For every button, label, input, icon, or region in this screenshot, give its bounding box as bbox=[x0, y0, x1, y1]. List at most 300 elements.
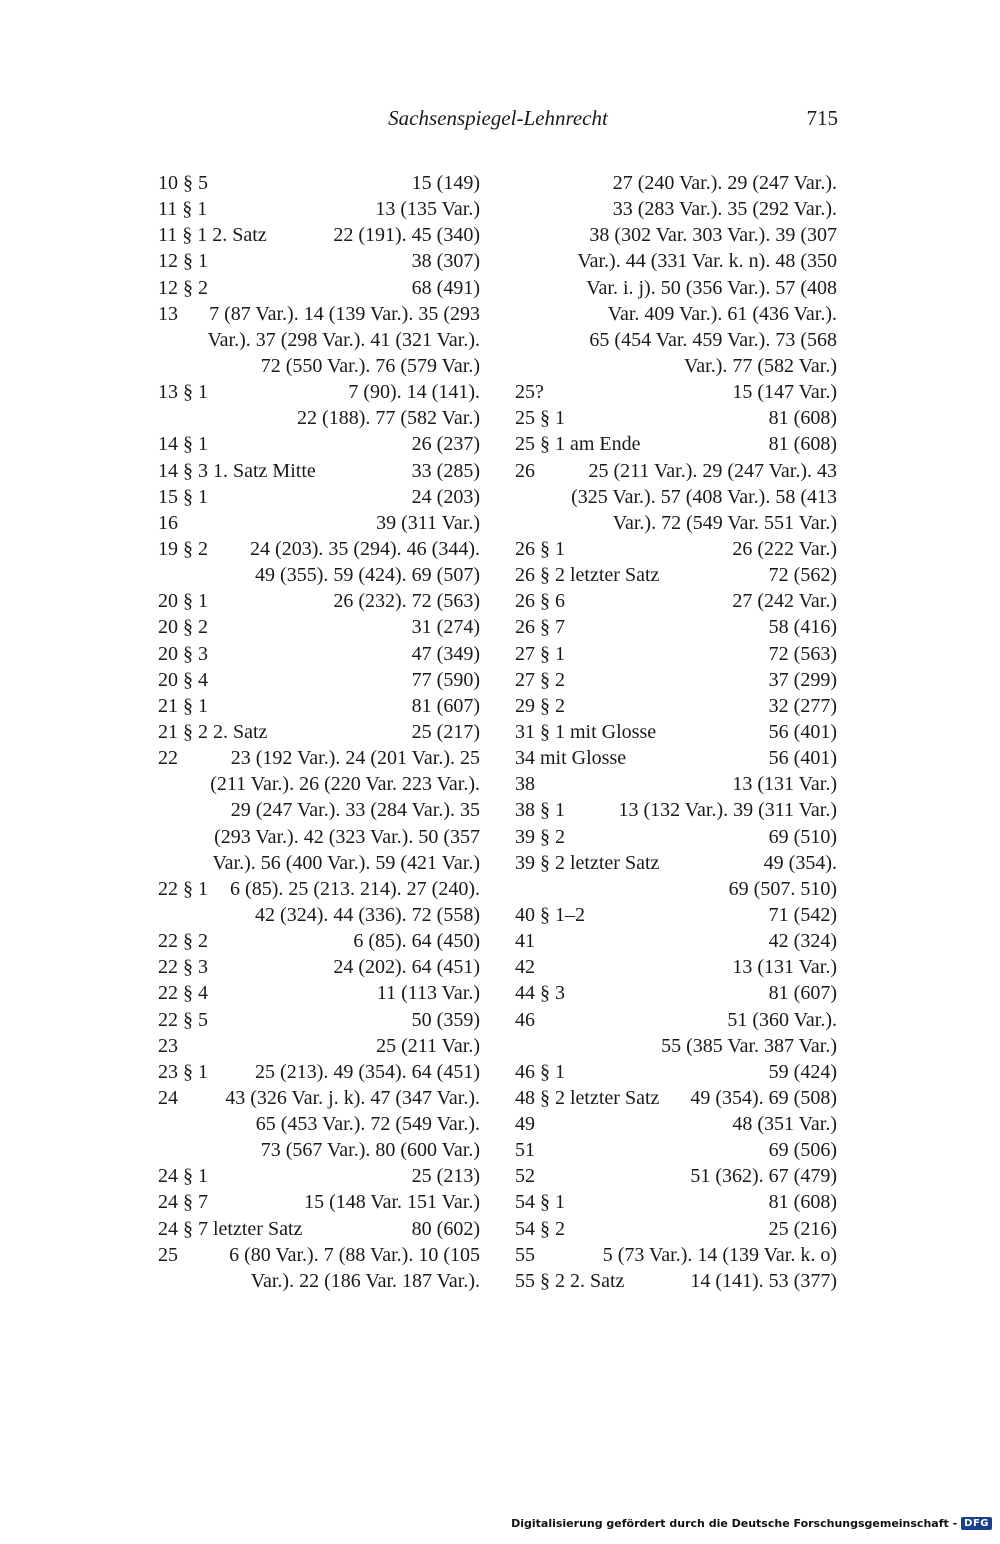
index-line bbox=[158, 850, 480, 876]
index-entry-reference: 47 (349) bbox=[411, 642, 480, 665]
index-entry bbox=[515, 745, 837, 771]
index-entry-reference: 7 (90). 14 (141). bbox=[348, 381, 480, 404]
index-entry bbox=[515, 667, 837, 693]
index-line bbox=[158, 353, 480, 379]
index-entry-reference: 72 (550 Var.). 76 (579 Var.) bbox=[260, 354, 480, 377]
index-line bbox=[515, 667, 837, 693]
index-entry-key: 16 bbox=[158, 511, 178, 534]
index-entry bbox=[158, 876, 480, 928]
index-line bbox=[158, 510, 480, 536]
index-entry bbox=[158, 588, 480, 614]
index-line bbox=[515, 562, 837, 588]
index-entry-reference: 72 (562) bbox=[768, 564, 837, 587]
index-line bbox=[515, 980, 837, 1006]
index-entry-key: 23 bbox=[158, 1034, 178, 1057]
index-entry-key: 27 § 1 bbox=[515, 642, 565, 665]
index-entry-key: 51 bbox=[515, 1139, 535, 1162]
index-entry-reference: 58 (416) bbox=[768, 616, 837, 639]
index-line bbox=[515, 902, 837, 928]
index-entry-reference: 69 (506) bbox=[768, 1139, 837, 1162]
index-entry bbox=[158, 301, 480, 379]
index-entry-key: 24 bbox=[158, 1086, 178, 1109]
index-line bbox=[515, 301, 837, 327]
index-entry-reference: 7 (87 Var.). 14 (139 Var.). 35 (293 bbox=[209, 302, 480, 325]
index-entry-key: 39 § 2 bbox=[515, 825, 565, 848]
index-line bbox=[158, 719, 480, 745]
index-line bbox=[515, 693, 837, 719]
index-entry-reference: Var.). 56 (400 Var.). 59 (421 Var.) bbox=[212, 851, 480, 874]
index-entry bbox=[158, 954, 480, 980]
index-entry-reference: 33 (283 Var.). 35 (292 Var.). bbox=[612, 198, 837, 221]
index-entry-reference: 56 (401) bbox=[768, 747, 837, 770]
index-line bbox=[158, 405, 480, 431]
index-entry bbox=[515, 170, 837, 379]
index-entry-reference: 22 (188). 77 (582 Var.) bbox=[297, 407, 480, 430]
index-entry-reference: (293 Var.). 42 (323 Var.). 50 (357 bbox=[214, 825, 480, 848]
index-entry-reference: 69 (507. 510) bbox=[728, 877, 837, 900]
index-entry-key: 34 mit Glosse bbox=[515, 747, 627, 770]
index-entry bbox=[158, 1059, 480, 1085]
index-entry-reference: 26 (222 Var.) bbox=[732, 537, 837, 560]
index-line bbox=[158, 431, 480, 457]
index-line bbox=[158, 954, 480, 980]
index-line bbox=[515, 222, 837, 248]
index-entry-reference: 11 (113 Var.) bbox=[376, 982, 480, 1005]
index-entry-key: 31 § 1 mit Glosse bbox=[515, 720, 657, 743]
index-entry-key: 22 § 1 bbox=[158, 877, 208, 900]
index-line bbox=[158, 1137, 480, 1163]
index-line bbox=[158, 536, 480, 562]
index-entry-reference: 81 (607) bbox=[411, 694, 480, 717]
index-line bbox=[158, 196, 480, 222]
index-entry-reference: 73 (567 Var.). 80 (600 Var.) bbox=[260, 1139, 480, 1162]
index-entry-key: 26 § 6 bbox=[515, 590, 565, 613]
index-line bbox=[515, 248, 837, 274]
index-line bbox=[515, 1033, 837, 1059]
index-line bbox=[158, 1085, 480, 1111]
index-entry bbox=[515, 614, 837, 640]
index-line bbox=[515, 1085, 837, 1111]
index-entry-reference: 15 (147 Var.) bbox=[732, 381, 837, 404]
index-entry bbox=[158, 614, 480, 640]
index-entry-reference: 29 (247 Var.). 33 (284 Var.). 35 bbox=[230, 799, 480, 822]
index-line bbox=[158, 771, 480, 797]
index-line bbox=[515, 771, 837, 797]
index-line bbox=[158, 484, 480, 510]
index-line bbox=[515, 405, 837, 431]
index-entry bbox=[158, 458, 480, 484]
index-entry-key: 15 § 1 bbox=[158, 485, 208, 508]
index-entry bbox=[515, 902, 837, 928]
index-entry-reference: 33 (285) bbox=[411, 459, 480, 482]
index-entry bbox=[158, 222, 480, 248]
index-entry-key: 12 § 1 bbox=[158, 250, 208, 273]
index-line bbox=[515, 1163, 837, 1189]
index-line bbox=[158, 693, 480, 719]
index-entry-reference: 49 (355). 59 (424). 69 (507) bbox=[255, 564, 480, 587]
index-entry-key: 46 § 1 bbox=[515, 1060, 565, 1083]
index-line bbox=[158, 1189, 480, 1215]
index-entry-reference: 69 (510) bbox=[768, 825, 837, 848]
index-line bbox=[158, 641, 480, 667]
index-entry bbox=[515, 1268, 837, 1294]
index-entry-reference: 81 (608) bbox=[768, 407, 837, 430]
index-entry-reference: 6 (80 Var.). 7 (88 Var.). 10 (105 bbox=[229, 1243, 480, 1266]
index-entry-reference: 48 (351 Var.) bbox=[732, 1113, 837, 1136]
index-line bbox=[515, 510, 837, 536]
index-entry-key: 38 bbox=[515, 773, 535, 796]
index-entry bbox=[158, 1007, 480, 1033]
index-line bbox=[158, 824, 480, 850]
index-entry-reference: 65 (454 Var. 459 Var.). 73 (568 bbox=[589, 328, 837, 351]
index-entry bbox=[515, 588, 837, 614]
index-entry-key: 46 bbox=[515, 1008, 535, 1031]
index-line bbox=[158, 1059, 480, 1085]
index-entry-reference: 68 (491) bbox=[411, 276, 480, 299]
index-entry-key: 21 § 1 bbox=[158, 694, 208, 717]
index-entry-key: 25 bbox=[158, 1243, 178, 1266]
index-entry-reference: Var. 409 Var.). 61 (436 Var.). bbox=[607, 302, 837, 325]
index-line bbox=[515, 954, 837, 980]
index-entry-reference: 37 (299) bbox=[768, 668, 837, 691]
index-entry-key: 25 § 1 bbox=[515, 407, 565, 430]
index-entry-key: 41 bbox=[515, 930, 535, 953]
index-entry-key: 26 § 7 bbox=[515, 616, 565, 639]
index-line bbox=[515, 824, 837, 850]
index-entry-key: 13 bbox=[158, 302, 178, 325]
index-line bbox=[158, 876, 480, 902]
running-head bbox=[158, 106, 838, 140]
index-line bbox=[158, 248, 480, 274]
index-entry-reference: 25 (213) bbox=[411, 1165, 480, 1188]
index-entry-reference: (325 Var.). 57 (408 Var.). 58 (413 bbox=[571, 485, 837, 508]
index-entry bbox=[158, 510, 480, 536]
index-entry bbox=[515, 719, 837, 745]
index-column-right bbox=[515, 170, 837, 1294]
index-entry-reference: Var.). 22 (186 Var. 187 Var.). bbox=[250, 1269, 480, 1292]
index-entry bbox=[515, 954, 837, 980]
index-entry-reference: 55 (385 Var. 387 Var.) bbox=[661, 1034, 837, 1057]
page-title: Sachsenspiegel-Lehnrecht bbox=[388, 106, 608, 130]
index-entry-key: 29 § 2 bbox=[515, 694, 565, 717]
index-entry-reference: 24 (202). 64 (451) bbox=[333, 956, 480, 979]
index-entry bbox=[158, 379, 480, 431]
index-entry bbox=[515, 536, 837, 562]
index-entry bbox=[158, 484, 480, 510]
index-entry-reference: 13 (131 Var.) bbox=[732, 773, 837, 796]
index-entry-key: 55 bbox=[515, 1243, 535, 1266]
index-line bbox=[515, 641, 837, 667]
index-entry-reference: 6 (85). 25 (213. 214). 27 (240). bbox=[230, 877, 480, 900]
index-line bbox=[515, 745, 837, 771]
index-entry-key: 13 § 1 bbox=[158, 381, 208, 404]
index-entry-reference: 25 (217) bbox=[411, 720, 480, 743]
index-line bbox=[158, 1033, 480, 1059]
index-entry-reference: 51 (360 Var.). bbox=[727, 1008, 837, 1031]
index-entry-reference: 13 (132 Var.). 39 (311 Var.) bbox=[618, 799, 837, 822]
index-entry bbox=[515, 1242, 837, 1268]
index-entry-reference: Var. i. j). 50 (356 Var.). 57 (408 bbox=[586, 276, 837, 299]
index-entry-key: 27 § 2 bbox=[515, 668, 565, 691]
index-entry bbox=[515, 431, 837, 457]
index-entry-reference: 24 (203). 35 (294). 46 (344). bbox=[250, 537, 480, 560]
index-entry-reference: 59 (424) bbox=[768, 1060, 837, 1083]
index-entry-reference: 6 (85). 64 (450) bbox=[353, 930, 480, 953]
index-line bbox=[158, 614, 480, 640]
index-entry bbox=[158, 170, 480, 196]
index-line bbox=[515, 1242, 837, 1268]
index-line bbox=[158, 170, 480, 196]
index-entry-key: 22 § 2 bbox=[158, 930, 208, 953]
index-entry-reference: 27 (240 Var.). 29 (247 Var.). bbox=[612, 172, 837, 194]
index-line bbox=[158, 1007, 480, 1033]
index-entry-reference: 77 (590) bbox=[411, 668, 480, 691]
index-entry-key: 44 § 3 bbox=[515, 982, 565, 1005]
index-entry-key: 26 § 2 letzter Satz bbox=[515, 564, 660, 587]
index-line bbox=[515, 431, 837, 457]
index-line bbox=[515, 353, 837, 379]
index-entry bbox=[158, 1189, 480, 1215]
index-line bbox=[158, 745, 480, 771]
index-entry-reference: Var.). 37 (298 Var.). 41 (321 Var.). bbox=[207, 328, 480, 351]
index-line bbox=[158, 667, 480, 693]
index-entry bbox=[158, 980, 480, 1006]
index-entry-reference: 27 (242 Var.) bbox=[732, 590, 837, 613]
dfg-logo: DFG bbox=[961, 1517, 992, 1530]
index-entry bbox=[158, 641, 480, 667]
index-entry-key: 38 § 1 bbox=[515, 799, 565, 822]
index-entry bbox=[515, 850, 837, 902]
index-entry-reference: 25 (216) bbox=[768, 1217, 837, 1240]
index-entry-key: 19 § 2 bbox=[158, 537, 208, 560]
index-entry-key: 14 § 3 1. Satz Mitte bbox=[158, 459, 316, 482]
index-entry bbox=[158, 1163, 480, 1189]
index-entry-key: 22 § 3 bbox=[158, 956, 208, 979]
index-line bbox=[158, 1163, 480, 1189]
index-entry-reference: 15 (148 Var. 151 Var.) bbox=[304, 1191, 480, 1214]
index-line bbox=[515, 1111, 837, 1137]
index-entry-reference: 25 (213). 49 (354). 64 (451) bbox=[255, 1060, 480, 1083]
index-entry bbox=[515, 771, 837, 797]
index-entry-reference: 38 (307) bbox=[411, 250, 480, 273]
index-entry-reference: 39 (311 Var.) bbox=[376, 511, 480, 534]
index-entry bbox=[515, 1137, 837, 1163]
index-line bbox=[158, 562, 480, 588]
index-entry-reference: Var.). 44 (331 Var. k. n). 48 (350 bbox=[577, 250, 837, 273]
index-entry-reference: 25 (211 Var.) bbox=[376, 1034, 480, 1057]
index-entry bbox=[515, 693, 837, 719]
index-entry bbox=[158, 928, 480, 954]
index-entry bbox=[515, 562, 837, 588]
index-entry-reference: 80 (602) bbox=[411, 1217, 480, 1240]
index-entry bbox=[515, 928, 837, 954]
index-entry bbox=[158, 536, 480, 588]
index-line bbox=[515, 850, 837, 876]
index-entry-reference: 31 (274) bbox=[411, 616, 480, 639]
index-entry bbox=[515, 797, 837, 823]
index-entry-key: 52 bbox=[515, 1165, 535, 1188]
index-line bbox=[515, 876, 837, 902]
index-line bbox=[158, 928, 480, 954]
index-entry bbox=[515, 1085, 837, 1111]
index-line bbox=[515, 928, 837, 954]
index-entry-reference: 15 (149) bbox=[411, 172, 480, 194]
index-entry-reference: 49 (354). bbox=[763, 851, 837, 874]
index-entry bbox=[158, 745, 480, 876]
index-line bbox=[158, 902, 480, 928]
index-entry-key: 20 § 4 bbox=[158, 668, 208, 691]
index-entry-reference: 24 (203) bbox=[411, 485, 480, 508]
index-entry-key: 55 § 2 2. Satz bbox=[515, 1269, 625, 1292]
index-line bbox=[515, 275, 837, 301]
index-entry bbox=[158, 275, 480, 301]
index-entry bbox=[515, 405, 837, 431]
index-entry-reference: 14 (141). 53 (377) bbox=[690, 1269, 837, 1292]
index-entry bbox=[515, 379, 837, 405]
index-entry bbox=[158, 431, 480, 457]
index-entry-key: 14 § 1 bbox=[158, 433, 208, 456]
index-entry-reference: 49 (354). 69 (508) bbox=[690, 1086, 837, 1109]
index-entry-key: 22 bbox=[158, 747, 178, 770]
index-line bbox=[158, 1111, 480, 1137]
index-line bbox=[515, 1137, 837, 1163]
index-entry bbox=[158, 719, 480, 745]
index-line bbox=[515, 719, 837, 745]
index-line bbox=[158, 327, 480, 353]
index-entry-key: 49 bbox=[515, 1113, 535, 1136]
index-entry-key: 22 § 5 bbox=[158, 1008, 208, 1031]
index-entry-reference: 50 (359) bbox=[411, 1008, 480, 1031]
index-entry-key: 26 bbox=[515, 459, 535, 482]
index-entry-reference: 25 (211 Var.). 29 (247 Var.). 43 bbox=[588, 459, 837, 482]
index-entry bbox=[158, 1033, 480, 1059]
index-line bbox=[158, 980, 480, 1006]
index-entry-key: 24 § 7 bbox=[158, 1191, 208, 1214]
index-line bbox=[515, 170, 837, 196]
index-entry-reference: 43 (326 Var. j. k). 47 (347 Var.). bbox=[225, 1086, 480, 1109]
index-entry-reference: 42 (324). 44 (336). 72 (558) bbox=[255, 903, 480, 926]
index-entry-key: 11 § 1 2. Satz bbox=[158, 224, 267, 247]
index-entry bbox=[515, 824, 837, 850]
index-entry-key: 20 § 1 bbox=[158, 590, 208, 613]
index-entry-key: 20 § 2 bbox=[158, 616, 208, 639]
index-entry bbox=[158, 1216, 480, 1242]
index-entry bbox=[515, 980, 837, 1006]
index-line bbox=[158, 458, 480, 484]
footer-text: Digitalisierung gefördert durch die Deutsche Forschungsgemeinschaft - bbox=[511, 1516, 958, 1530]
index-entry bbox=[158, 1242, 480, 1294]
index-entry bbox=[158, 667, 480, 693]
footer-credit bbox=[511, 1514, 992, 1532]
index-line bbox=[515, 1059, 837, 1085]
index-entry-reference: 22 (191). 45 (340) bbox=[333, 224, 480, 247]
index-line bbox=[515, 1268, 837, 1294]
index-entry-reference: (211 Var.). 26 (220 Var. 223 Var.). bbox=[210, 773, 480, 796]
index-entry bbox=[158, 196, 480, 222]
index-line bbox=[158, 1268, 480, 1294]
index-entry-key: 10 § 5 bbox=[158, 172, 208, 194]
index-entry-reference: 23 (192 Var.). 24 (201 Var.). 25 bbox=[230, 747, 480, 770]
index-entry-reference: 13 (135 Var.) bbox=[375, 198, 480, 221]
index-entry-key: 20 § 3 bbox=[158, 642, 208, 665]
index-line bbox=[158, 1242, 480, 1268]
index-entry-key: 25 § 1 am Ende bbox=[515, 433, 641, 456]
index-entry bbox=[158, 1085, 480, 1163]
index-entry-reference: 81 (607) bbox=[768, 982, 837, 1005]
index-entry-key: 22 § 4 bbox=[158, 982, 208, 1005]
index-entry-key: 12 § 2 bbox=[158, 276, 208, 299]
index-entry-key: 42 bbox=[515, 956, 535, 979]
index-line bbox=[515, 536, 837, 562]
index-entry bbox=[158, 248, 480, 274]
index-line bbox=[158, 275, 480, 301]
index-line bbox=[515, 797, 837, 823]
index-entry-reference: Var.). 77 (582 Var.) bbox=[684, 354, 837, 377]
index-entry-reference: 38 (302 Var. 303 Var.). 39 (307 bbox=[589, 224, 837, 247]
index-entry bbox=[515, 1163, 837, 1189]
index-entry-reference: 26 (232). 72 (563) bbox=[333, 590, 480, 613]
index-entry-key: 21 § 2 2. Satz bbox=[158, 720, 268, 743]
index-entry-key: 54 § 2 bbox=[515, 1217, 565, 1240]
index-line bbox=[515, 484, 837, 510]
index-entry-reference: 71 (542) bbox=[768, 903, 837, 926]
index-entry bbox=[158, 693, 480, 719]
index-entry-key: 23 § 1 bbox=[158, 1060, 208, 1083]
index-line bbox=[515, 196, 837, 222]
index-entry bbox=[515, 1111, 837, 1137]
index-line bbox=[158, 588, 480, 614]
index-entry-reference: 5 (73 Var.). 14 (139 Var. k. o) bbox=[602, 1243, 837, 1266]
index-entry-key: 24 § 7 letzter Satz bbox=[158, 1217, 303, 1240]
index-line bbox=[515, 1189, 837, 1215]
index-entry bbox=[515, 1216, 837, 1242]
index-entry-reference: 32 (277) bbox=[768, 694, 837, 717]
index-entry bbox=[515, 641, 837, 667]
index-line bbox=[158, 1216, 480, 1242]
index-entry-reference: 81 (608) bbox=[768, 1191, 837, 1214]
index-entry bbox=[515, 458, 837, 536]
index-line bbox=[515, 458, 837, 484]
index-column-left bbox=[158, 170, 480, 1294]
index-entry-reference: 65 (453 Var.). 72 (549 Var.). bbox=[255, 1113, 480, 1136]
index-line bbox=[515, 588, 837, 614]
index-entry-key: 48 § 2 letzter Satz bbox=[515, 1086, 660, 1109]
index-entry bbox=[515, 1059, 837, 1085]
index-entry-key: 24 § 1 bbox=[158, 1165, 208, 1188]
index-entry bbox=[515, 1007, 837, 1059]
index-entry-reference: 26 (237) bbox=[411, 433, 480, 456]
index-entry bbox=[515, 1189, 837, 1215]
index-entry-reference: 42 (324) bbox=[768, 930, 837, 953]
index-entry-reference: 13 (131 Var.) bbox=[732, 956, 837, 979]
index-line bbox=[515, 1007, 837, 1033]
index-entry-key: 25? bbox=[515, 381, 544, 404]
index-line bbox=[515, 614, 837, 640]
index-entry-key: 54 § 1 bbox=[515, 1191, 565, 1214]
index-entry-reference: Var.). 72 (549 Var. 551 Var.) bbox=[612, 511, 837, 534]
index-entry-key: 11 § 1 bbox=[158, 198, 208, 221]
page-number: 715 bbox=[806, 106, 838, 130]
index-entry-reference: 51 (362). 67 (479) bbox=[690, 1165, 837, 1188]
index-line bbox=[515, 1216, 837, 1242]
index-entry-key: 40 § 1–2 bbox=[515, 903, 585, 926]
index-line bbox=[515, 327, 837, 353]
index-entry-reference: 81 (608) bbox=[768, 433, 837, 456]
index-entry-key: 26 § 1 bbox=[515, 537, 565, 560]
index-line bbox=[158, 797, 480, 823]
index-line bbox=[158, 379, 480, 405]
index-entry-reference: 72 (563) bbox=[768, 642, 837, 665]
